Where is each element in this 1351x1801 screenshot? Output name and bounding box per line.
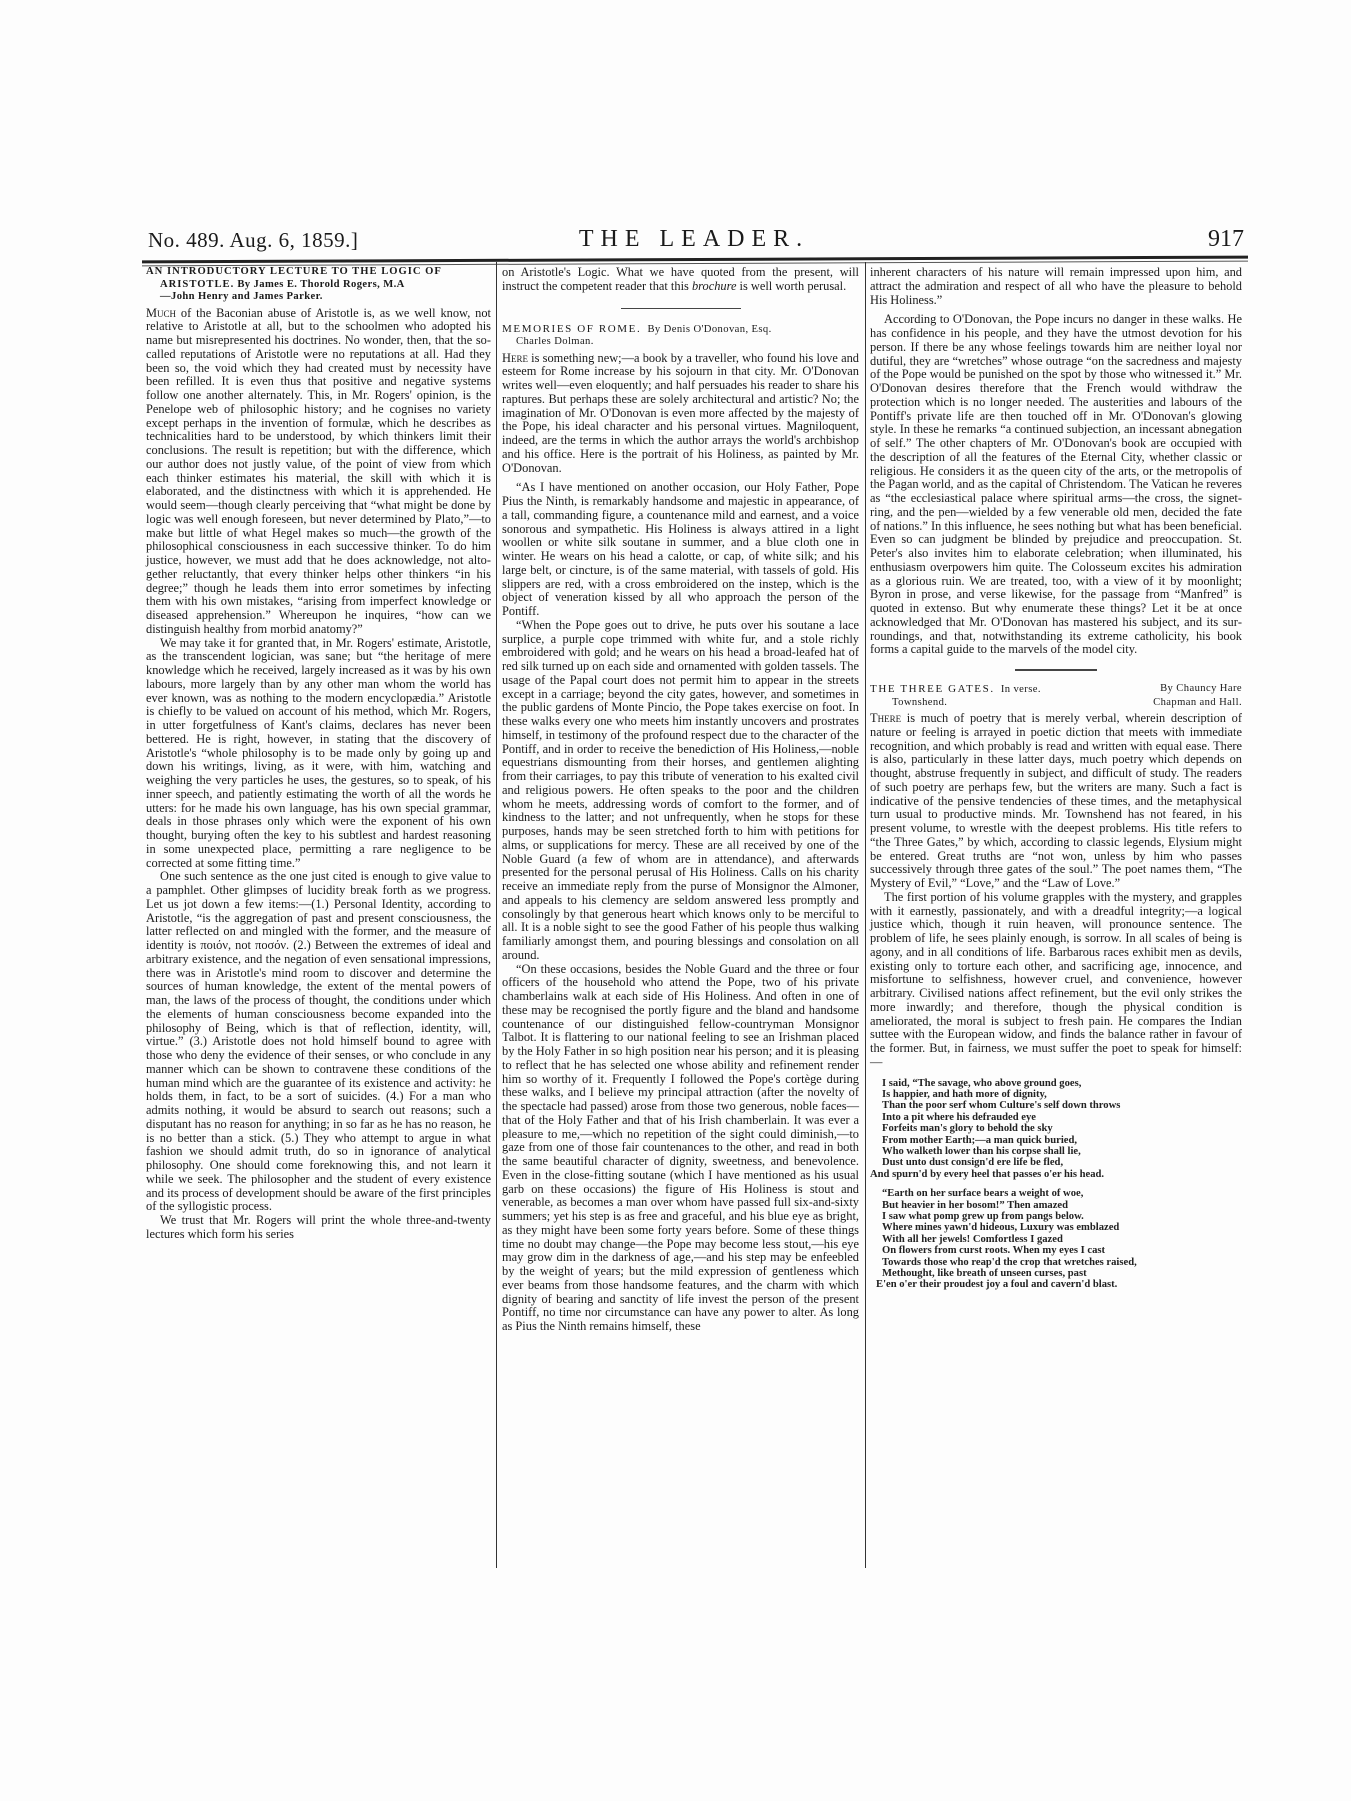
- poem-line: On flowers from curst roots. When my eyes I cast: [882, 1245, 1106, 1257]
- paragraph: We trust that Mr. Rogers will print the whole three-and-twenty lectures which form his series: [146, 1213, 491, 1241]
- review-byline: By Chauncy Hare: [1160, 683, 1242, 694]
- poem-line: I said, “The savage, who above ground goes,: [882, 1077, 1082, 1089]
- poem-line: E'en o'er their proudest joy a foul and cavern'd blast.: [876, 1279, 1118, 1291]
- paragraph: “When the Pope goes out to drive, he puts over his soutane a lace surplice, a purple cope trimmed with white fur, and a stole richly embroidered with gold; and he wears on his head a broad-leafed hat of red silk turned up on each side and ornamented with golden tassels. The usage of the Papal court does not permit him to appear in the streets except in a carriage; beyond the city gates, however, and sometimes in the public gardens of Monte Pincio, the Pope takes exercise on foot. In these walks every one who meets him instantly uncovers and prostrates himself, in testimony of the profound respect due to the character of the Pontiff, and in order to receive the benediction of His Holiness,—noble equestrians dismounting from their horses, and gentlemen alighting from their carriages, to pay this tribute of veneration to his exalted civil and religious powers. He often speaks to the poor and the children whom he meets, addressing words of comfort to the former, and of kindness to the latter; and not unfrequently, when he stops for these purposes, hands may be seen stretched forth to him with petitions for alms, or supplications for mercy. These are all received by one of the Noble Guard (a few of whom are in attendance), and afterwards presented for the personal perusal of His Holiness. Calls on his charity receive an immediate reply from the purse of Monsignor the Almoner, and appeals to his clemency are seldom answered less promptly and consolingly by that generous heart which knows only to be merciful to all. It is a noble sight to see the good Father of his people thus walking familiarly amongst them, and pouring blessings and consolation on all around.: [502, 617, 859, 962]
- poem-line: “Earth on her surface bears a weight of woe,: [882, 1188, 1084, 1200]
- review-title: MEMORIES OF ROME.: [502, 322, 642, 335]
- column-divider: [496, 262, 497, 1568]
- paragraph: According to O'Donovan, the Pope incurs no danger in these walks. He has confidence in his people, and they have the utmost devotion for his person. If there be any whose feelings towards him are neither loyal nor dutiful, they are “wretches” whose outrage “on the sacredness and majesty of the Pope would be punished on the spot by those who witnessed it.” Mr. O'Donovan desires therefore that the French would withdraw the protection which is no longer needed. The austerities and labours of the Pontiff's private life are then touched off in Mr. O'Donovan's glowing style. In these he remarks “a continued subjection, an incessant abnegation of self.” The other chapters of Mr. O'Donovan's book are occupied with the description of all the features of the Eternal City, whether classic or religious. He considers it as the queen city of the arts, or the metropolis of the Pagan world, and as the capital of Christendom. The Vatican he reveres as “the ecclesiastical palace where spiritual arms—the cross, the signet-ring, and the pen—wielded by a few venerable old men, decided the fate of nations.” In this influence, he sees nothing but what has been beneficial. Even so can judgment be blinded by prejudice and preoccupation. St. Peter's also invites him to elaborate celebration; when illuminated, his enthusiasm overpowers him quite. The Colosseum excites his admiration as a glorious ruin. We are treated, too, with a view of it by moonlight; Byron in prose, and verse likewise, for the passage from “Manfred” is quoted in extenso. But why enumerate these things? Let it be at once acknowledged that Mr. O'Donovan has mastered his subject, and its surroundings, and that, notwithstanding its extreme catholicity, his book forms a capital guide to the marvels of the model city.: [870, 312, 1242, 657]
- poem-line: Than the poor serf whom Culture's self down throws: [882, 1100, 1121, 1112]
- column-2: [502, 266, 859, 1334]
- poem-line: Forfeits man's glory to behold the sky: [882, 1123, 1053, 1135]
- stanza-gap: [882, 1180, 1242, 1188]
- paragraph: There is much of poetry that is merely verbal, wherein description of nature or feeling is arrayed in poetic diction that meets with immediate recognition, and which probably is read and written with equal ease. There is also, particularly in these latter days, much poetry which depends on thought, abstruse frequently in subject, and difficult of study. The readers of such poetry are perhaps few, but the writers are many. Such a fact is indicative of the pensive tendencies of these times, and the metaphysical turn usual to productive minds. Mr. Townshend has not feared, in his present volume, to wrestle with the deepest problems. His title refers to “the Three Gates,” by which, according to classic legends, Elysium might be entered. Great truths are “not won, unless by him who passes successively through three gates of the soul.” The poet names them, “The Mystery of Evil,” “Love,” and the “Law of Love.”: [870, 711, 1242, 890]
- review-title: THE THREE GATES.: [870, 683, 995, 695]
- review-byline: By James E. Thorold Rogers, M.A: [237, 278, 405, 290]
- paragraph: “On these occasions, besides the Noble Guard and the three or four officers of the household who attend the Pope, two of his private chamberlains walk at each side of His Holiness. And often in one of these may be recognised the portly figure and the bland and handsome countenance of our distinguished fellow-countryman Monsignor Talbot. It is flattering to our national feeling to see an Irishman placed by the Holy Father in so high position near his person; and it is pleasing to reflect that he has selected one whose ability and refinement render him so worthy of it. Frequently I followed the Pope's cortège during these walks, and I believe my principal attraction (after the novelty of the spectacle had passed) arose from those two generous, noble faces—that of the Holy Father and that of his Irish chamberlain. It was ever a pleasure to me,—which no repetition of the sight could diminish,—to gaze from one of those fair countenances to the other, and read in both the same beautiful character of dignity, sweetness, and benevolence. Even in the close-fitting soutane (which I have mentioned as his usual garb on these occasions) the figure of His Holiness is stout and venerable, as becomes a man over whom have passed full six-and-sixty summers; yet his step is as free and graceful, and his blue eye as bright, as they might have been some forty years before. Some of these things time no doubt may change—the Pope may become less stout,—his eye may grow dim in the darkness of age,—and his step may be enfeebled by the weight of years; but the mild expression of gentleness which ever beams from those handsome features, and the charm with which dignity of bearing and sanctity of life invest the person of the present Pontiff, no time nor circumstance can have any power to alter. As long as Pius the Ninth remains himself, these: [502, 961, 859, 1333]
- newspaper-title: THE LEADER.: [578, 226, 810, 252]
- poem-line: Where mines yawn'd hideous, Luxury was emblazed: [882, 1222, 1120, 1234]
- review-byline-cont: Townshend.: [892, 696, 948, 708]
- poem-line: Is happier, and hath more of dignity,: [882, 1088, 1047, 1100]
- poem-line: But heavier in her bosom!” Then amazed: [882, 1199, 1068, 1211]
- review-heading-aristotle: [146, 266, 491, 304]
- poem-line: Dust unto dust consign'd ere life be fled,: [882, 1157, 1064, 1169]
- masthead: [140, 220, 1248, 256]
- continuation-paragraph: inherent characters of his nature will remain impressed upon him, and attract the admiration and respect of all who have the pleasure to behold His Holiness.”: [870, 265, 1242, 307]
- column-3: [870, 266, 1242, 1291]
- dropcap-word: Much: [146, 305, 177, 320]
- poem-excerpt: [870, 1078, 1242, 1291]
- section-separator: [1015, 669, 1097, 671]
- paragraph: Here is something new;—a book by a traveller, who found his love and esteem for Rome increase by his sojourn in that city. Mr. O'Donovan writes well—even eloquently; and half persuades his reader to share his raptures. But perhaps these are solely architectural and artistic? No; the imagination of Mr. O'Donovan is even more affected by the majesty of the Pope, his ideal character and his personal virtues. Magniloquent, indeed, are the terms in which the author arrays the world's archbishop and his office. Here is the portrait of his Holiness, as painted by Mr. O'Donovan.: [502, 350, 859, 475]
- review-byline: By Denis O'Donovan, Esq.: [647, 323, 772, 335]
- dropcap-word: Here: [502, 350, 528, 365]
- paragraph: The first portion of his volume grapples with the mystery, and grapples with it earnestly, passionately, and with a dreadful integrity;—a logical justice which, though it ruin heaven, will pronounce sentence. The problem of life, he sees plainly enough, is sorrow. In all scales of being is agony, and in all conditions of life. Barbarous races exhibit men as devils, existing only to torture each other, and sacrificing age, innocence, and misfortune to selfishness, however cruel, and convenience, however arbitrary. Civilised nations affect refinement, but the evil only strikes the more inwardly; and therefore, though the physical condition is ameliorated, the moral is subject to fresh pain. He compares the Indian suttee with the European widow, and finds the balance rather in favour of the former. But, in fairness, we must suffer the poet to speak for himself:—: [870, 889, 1242, 1069]
- section-separator: [621, 308, 741, 309]
- issue-date: No. 489. Aug. 6, 1859.]: [148, 228, 359, 252]
- review-title: AN INTRODUCTORY LECTURE TO THE LOGIC OF ARISTOTLE.: [146, 266, 442, 290]
- continuation-paragraph: on Aristotle's Logic. What we have quoted from the present, will instruct the competent reader that this brochure is well worth perusal.: [502, 265, 859, 293]
- review-publisher: Charles Dolman.: [516, 336, 594, 347]
- review-subtitle: In verse.: [1000, 684, 1041, 695]
- column-1: [146, 266, 491, 1242]
- review-heading-rome: [502, 323, 859, 349]
- poem-line: Into a pit where his defrauded eye: [882, 1111, 1037, 1123]
- poem-line: I saw what pomp grew up from pangs below.: [882, 1210, 1084, 1222]
- paragraph: One such sentence as the one just cited is enough to give value to a pamphlet. Other glimpses of lucidity break forth as we progress. Let us jot down a few items:—(1.) Personal Identity, according to Aristotle, “is the aggregation of past and present consciousness, the latter reflected on and mingled with the former, and the measure of identity is ποιόν, not ποσόν. (2.) Between the extremes of ideal and arbitrary existence, and the negation of even sensational impressions, there was in Aristotle's mind room to discover and determine the sources of human knowledge, the extent of the mental powers of man, the laws of the process of thought, the conditions under which the elements of human consciousness become expanded into the philosophy of Being, which is that of reflection, identity, will, virtue.” (3.) Aristotle does not hold himself bound to agree with those who deny the evidence of their senses, or who conclude in any manner which can be shown to contravene these conditions of the human mind which are the guarantee of its existence and activity: he holds them, in fact, to be a sort of suicides. (4.) For a man who admits nothing, it would be absurd to search out reasons; such a disputant has no reason for anything; in so far as he has no reason, he is no better than a stick. (5.) They who attempt to argue in what fashion we should admit truth, do so in ignorance of analytical philosophy. One should come foreknowing this, and not learn it while we seek. The philosopher and the student of every existence and its process of development should be aware of the first principles of the syllogistic process.: [146, 869, 491, 1214]
- review-publisher: —John Henry and James Parker.: [160, 291, 323, 302]
- paragraph: We may take it for granted that, in Mr. Rogers' estimate, Aristotle, as the transcendent logician, was sane; but “the heritage of mere knowledge which he received, largely increased as it was by his own labours, more largely than by any other man whom the world has ever known, was as nothing to the modern encyclopædia.” Aristotle is chiefly to be valued on account of his method, which Mr. Rogers, in utter forgetfulness of Kant's claims, declares has never been bettered. He is right, however, in stating that the discovery of Aristotle's “whole philosophy is to be made only by going up and down his writings, living, as it were, with him, watching and weighing the very particles he uses, the gestures, so to speak, of his inner speech, and patiently estimating the worth of all the words he utters: for he made his own language, has his own special grammar, deals in those phrases only which were the exponent of his own thought, burying often the key to his subtlest and hardest reasoning in some unexpected place, permitting a rare negligence to be corrected at some fitting time.”: [146, 635, 491, 870]
- poem-line: Towards those who reap'd the crop that wretches raised,: [882, 1256, 1137, 1268]
- poem-line: From mother Earth;—a man quick buried,: [882, 1134, 1078, 1146]
- dropcap-word: There: [870, 711, 902, 725]
- page-number: 917: [1208, 226, 1244, 252]
- column-divider: [865, 262, 866, 1568]
- paragraph: Much of the Baconian abuse of Aristotle is, as we well know, not relative to Aristotle at all, but to the schoolmen who adopted his name but misrepresented his doctrines. No wonder, then, that the so-called reputations of Aristotle were no reputations at all. Had they been so, the void which they had created must by necessity have been refilled. It is even thus that positive and negative systems follow one another alternately. This, in Mr. Rogers' opinion, is the Penelope web of philosophic history; and he cognises no variety except perhaps in the invention of formulæ, which he describes as technicalities hard to be understood, by which thinkers limit their conclusions. The result is repetition; but with the difference, which our author does not justly value, of the point of view from which each thinker estimates his material, the skill with which it is elaborated, and the distinctness with which it is apprehended. He would seem—though clearly perceiving that “what might be done by logic was well enough foreseen, but never determined by Plato,”—to make but little of what Hegel makes so much—the growth of the philosophical consciousness in each successive thinker. To do him justice, however, we must add that he does acknowledge, not altogether reluctantly, that every thinker helps other thinkers “in his degree;” though he leads them into error sometimes by infecting them with his own mistakes, “arising from imperfect knowledge or diseased apprehension.” Whereupon he inquires, “how can we distinguish healthy from morbid anatomy?”: [146, 305, 491, 636]
- poem-line: And spurn'd by every heel that passes o'er his head.: [870, 1168, 1105, 1180]
- poem-line: Who walketh lower than his corpse shall lie,: [882, 1145, 1081, 1157]
- review-heading-three-gates: [870, 683, 1242, 709]
- review-publisher: Chapman and Hall.: [1153, 696, 1242, 708]
- poem-line: Methought, like breath of unseen curses, past: [882, 1268, 1087, 1279]
- paragraph: “As I have mentioned on another occasion, our Holy Father, Pope Pius the Ninth, is remarkably handsome and majestic in appearance, of a tall, commanding figure, a countenance mild and earnest, and a voice sonorous and sympathetic. His Holiness is always attired in a light woollen or white silk soutane in summer, and a blue cloth one in winter. He wears on his head a calotte, or cap, of white silk; and his large belt, or cincture, is of the same material, with tassels of gold. His slippers are red, with a cross embroidered on the instep, which is the object of veneration kissed by all who approach the person of the Pontiff.: [502, 480, 859, 618]
- poem-line: With all her jewels! Comfortless I gazed: [882, 1233, 1063, 1245]
